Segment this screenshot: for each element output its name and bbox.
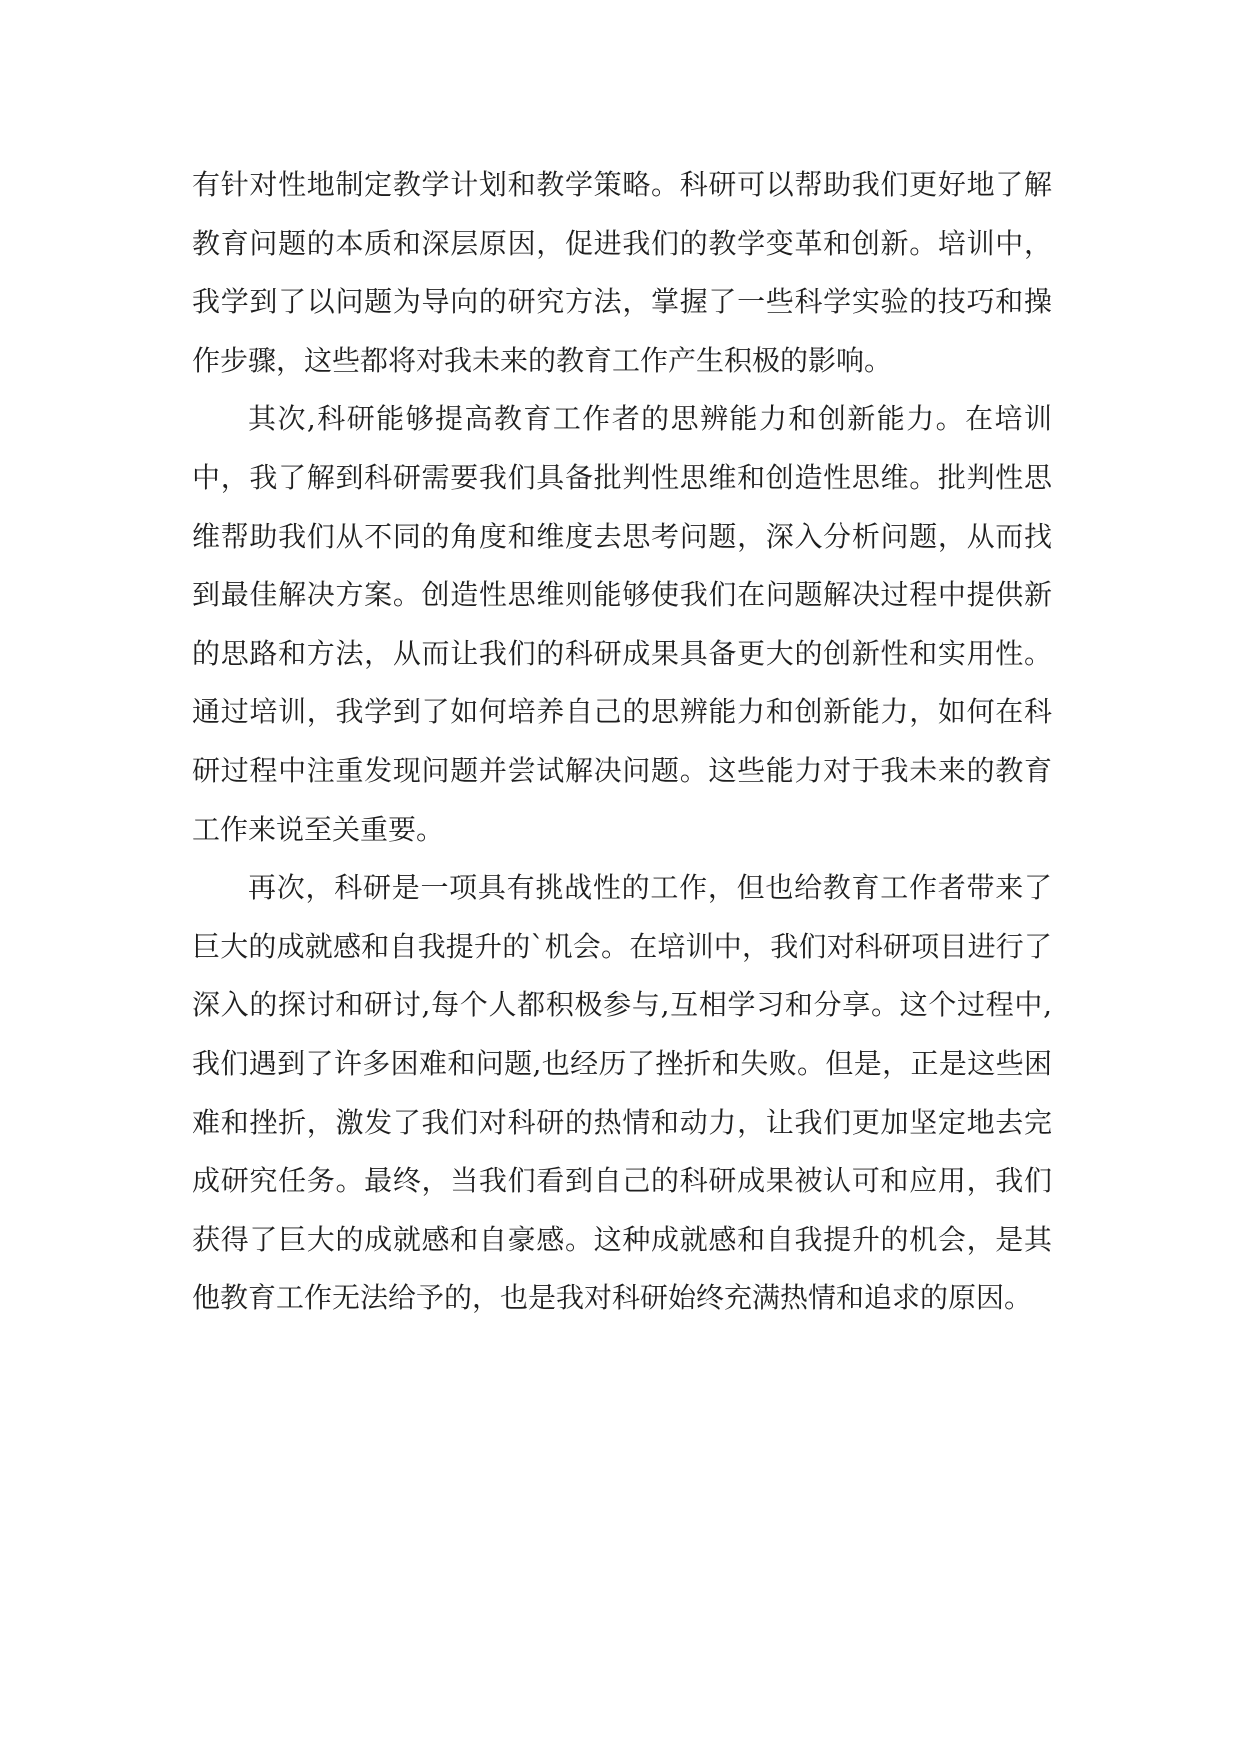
paragraph-2: 其次,科研能够提高教育工作者的思辨能力和创新能力。在培训中，我了解到科研需要我们具备批判性思维和创造性思维。批判性思维帮助我们从不同的角度和维度去思考问题，深入分析问题，从而找到最佳解决方案。创造性思维则能够使我们在问题解决过程中提供新的思路和方法，从而让我们的科研成果具备更大的创新性和实用性。通过培训，我学到了如何培养自己的思辨能力和创新能力，如何在科研过程中注重发现问题并尝试解决问题。这些能力对于我未来的教育工作来说至关重要。: [192, 402, 1052, 846]
document-body: [192, 156, 1052, 1328]
paragraph-3: 再次，科研是一项具有挑战性的工作，但也给教育工作者带来了巨大的成就感和自我提升的`机会。在培训中，我们对科研项目进行了深入的探讨和研讨,每个人都积极参与,互相学习和分享。这个过程中,我们遇到了许多困难和问题,也经历了挫折和失败。但是，正是这些困难和挫折，激发了我们对科研的热情和动力，让我们更加坚定地去完成研究任务。最终，当我们看到自己的科研成果被认可和应用，我们获得了巨大的成就感和自豪感。这种成就感和自我提升的机会，是其他教育工作无法给予的，也是我对科研始终充满热情和追求的原因。: [192, 871, 1052, 1315]
paragraph-1: 有针对性地制定教学计划和教学策略。科研可以帮助我们更好地了解教育问题的本质和深层原因，促进我们的教学变革和创新。培训中，我学到了以问题为导向的研究方法，掌握了一些科学实验的技巧和操作步骤，这些都将对我未来的教育工作产生积极的影响。: [192, 168, 1052, 377]
